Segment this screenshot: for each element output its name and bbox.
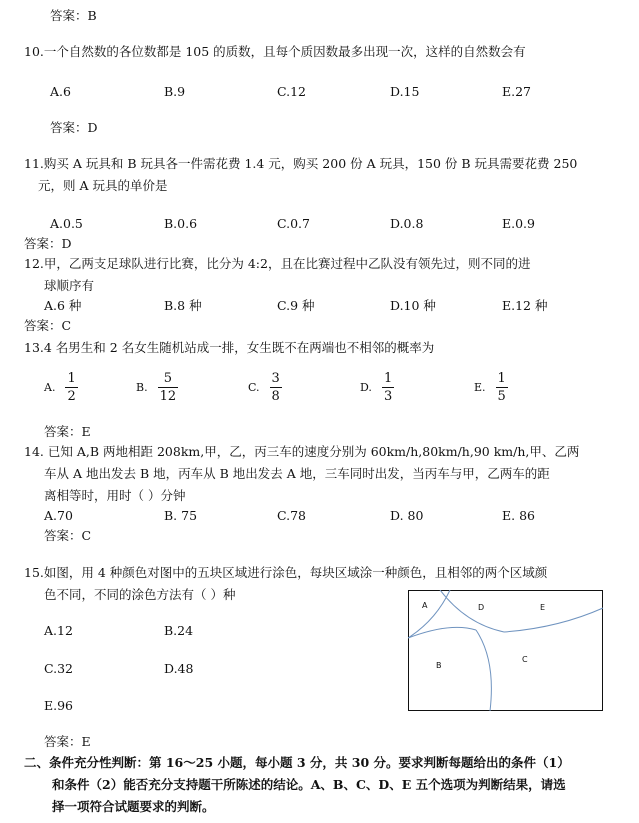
- q14-stem-line1: 14. 已知 A,B 两地相距 208km,甲，乙，丙三车的速度分别为 60km/h,80km/h,90 km/h,甲、乙两: [24, 444, 580, 459]
- q11-option-b: B.0.6: [164, 216, 198, 231]
- q14-stem-line3: 离相等时，用时（ ）分钟: [44, 488, 186, 503]
- q15-answer: 答案：E: [44, 734, 91, 749]
- q11-option-c: C.0.7: [277, 216, 310, 231]
- q12-option-a: A.6 种: [44, 298, 82, 313]
- q14-option-a: A.70: [44, 508, 73, 523]
- q13-stem: 13.4 名男生和 2 名女生随机站成一排，女生既不在两端也不相邻的概率为: [24, 340, 435, 355]
- q13-option-c-numerator: 3: [271, 371, 280, 386]
- q15-stem-line2: 色不同，不同的涂色方法有（ ）种: [44, 587, 236, 602]
- q13-option-c: [248, 370, 282, 405]
- q13-option-c-denominator: 8: [271, 389, 280, 404]
- answer-prev: 答案：B: [50, 8, 97, 23]
- region-label-d: D: [478, 603, 485, 612]
- boundary-b-top: [408, 627, 476, 638]
- q10-stem: 10.一个自然数的各位数都是 105 的质数，且每个质因数最多出现一次，这样的自然数会有: [24, 44, 526, 59]
- q13-option-a-denominator: 2: [67, 389, 76, 404]
- q14-option-b: B. 75: [164, 508, 198, 523]
- q11-option-d: D.0.8: [390, 216, 424, 231]
- q13-option-a: [44, 370, 78, 405]
- q12-answer: 答案：C: [24, 318, 72, 333]
- q15-stem-line1: 15.如图，用 4 种颜色对图中的五块区域进行涂色，每块区域涂一种颜色，且相邻的两个区域颜: [24, 565, 548, 580]
- q14-option-e: E. 86: [502, 508, 535, 523]
- q15-option-a: A.12: [44, 623, 73, 638]
- q12-option-e: E.12 种: [502, 298, 548, 313]
- q15-option-c: C.32: [44, 661, 73, 676]
- q13-option-b-denominator: 12: [159, 389, 177, 404]
- q13-option-d-denominator: 3: [383, 389, 393, 404]
- q14-answer: 答案：C: [44, 528, 92, 543]
- region-label-c: C: [522, 655, 528, 664]
- q15-region-diagram: [408, 590, 604, 712]
- section2-line1: 二、条件充分性判断：第 16～25 小题，每小题 3 分，共 30 分。要求判断每题给出的条件（1）: [24, 755, 570, 770]
- q10-option-b: B.9: [164, 84, 186, 99]
- q13-option-b-label: B.: [136, 381, 148, 394]
- q10-option-e: E.27: [502, 84, 532, 99]
- q11-answer: 答案：D: [24, 236, 72, 251]
- q15-option-d: D.48: [164, 661, 194, 676]
- q13-option-a-numerator: 1: [67, 371, 76, 386]
- section2-line2: 和条件（2）能否充分支持题干所陈述的结论。A、B、C、D、E 五个选项为判断结果，请选: [52, 777, 566, 792]
- region-label-e: E: [540, 603, 546, 612]
- q13-answer: 答案：E: [44, 424, 91, 439]
- q10-option-d: D.15: [390, 84, 420, 99]
- boundary-e: [504, 608, 603, 632]
- q10-option-c: C.12: [277, 84, 306, 99]
- q13-option-a-label: A.: [44, 381, 56, 394]
- q15-option-e: E.96: [44, 698, 74, 713]
- q11-stem-line2: 元，则 A 玩具的单价是: [38, 178, 168, 193]
- diagram-frame: [409, 591, 603, 711]
- q10-answer: 答案：D: [50, 120, 98, 135]
- q13-option-d-numerator: 1: [383, 371, 393, 386]
- q13-option-e-denominator: 5: [497, 389, 506, 404]
- q13-option-e: [474, 370, 508, 405]
- q14-option-d: D. 80: [390, 508, 424, 523]
- q13-option-b-numerator: 5: [163, 371, 172, 386]
- q12-stem-line1: 12.甲，乙两支足球队进行比赛，比分为 4:2，且在比赛过程中乙队没有领先过，则不同的进: [24, 256, 531, 271]
- q13-option-b: [136, 370, 178, 405]
- section2-line3: 择一项符合试题要求的判断。: [52, 799, 215, 814]
- q12-option-b: B.8 种: [164, 298, 202, 313]
- q14-stem-line2: 车从 A 地出发去 B 地，丙车从 B 地出发去 A 地，三车同时出发，当丙车与甲，乙两车的距: [44, 466, 550, 481]
- region-label-a: A: [422, 601, 428, 610]
- q15-option-b: B.24: [164, 623, 194, 638]
- q13-option-d-label: D.: [360, 381, 372, 394]
- q13-option-c-label: C.: [248, 381, 260, 394]
- q13-option-e-label: E.: [474, 381, 486, 394]
- q12-stem-line2: 球顺序有: [44, 278, 95, 293]
- q11-stem-line1: 11.购买 A 玩具和 B 玩具各一件需花费 1.4 元，购买 200 份 A 玩具，150 份 B 玩具需要花费 250: [24, 156, 578, 171]
- q10-option-a: A.6: [50, 84, 71, 99]
- q11-option-a: A.0.5: [50, 216, 83, 231]
- q12-option-c: C.9 种: [277, 298, 315, 313]
- boundary-b-c: [476, 630, 491, 711]
- q13-option-d: [360, 370, 394, 405]
- q12-option-d: D.10 种: [390, 298, 436, 313]
- q13-option-e-numerator: 1: [497, 371, 506, 386]
- boundary-d: [440, 590, 504, 632]
- q11-option-e: E.0.9: [502, 216, 535, 231]
- q14-option-c: C.78: [277, 508, 306, 523]
- region-label-b: B: [436, 661, 442, 670]
